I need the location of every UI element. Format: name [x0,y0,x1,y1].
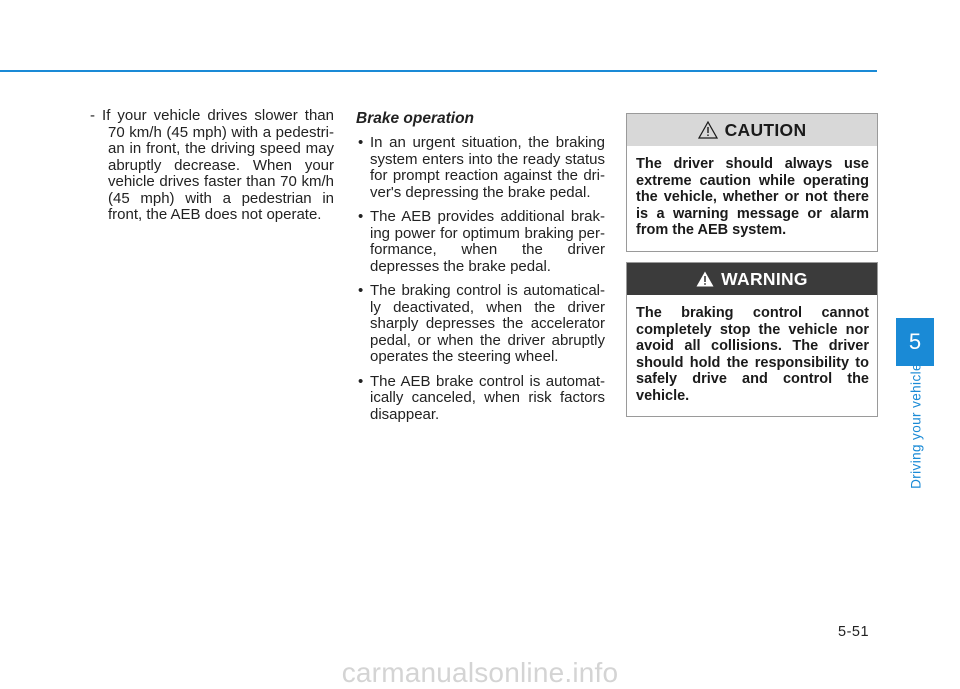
bullet-text: In an urgent situation, the braking system enters into the ready status for prompt reaction against the dri-ver's depressing the brake pedal. [370,134,605,201]
caution-box [626,113,878,252]
caution-header [627,114,877,146]
bullet-dot: • [358,282,364,299]
dash-list-item: - If your vehicle drives slower than 70 km/h (45 mph) with a pedestri-an in front, the driving speed may abruptly decrease. When your vehicle drives faster than 70 km/h (45 mph) with a pedestrian in front, the AEB does not operate. [90,107,334,223]
bullet-item [356,283,605,366]
caution-title: CAUTION [724,119,807,140]
warning-header [627,263,877,295]
warning-triangle-outline-icon [698,121,718,139]
middle-column [356,110,605,431]
bullet-dot: • [358,208,364,225]
warning-title: WARNING [721,268,808,289]
chapter-tab [896,318,934,366]
bullet-dot: • [358,134,364,151]
bullet-text: The AEB provides additional brak-ing power for optimum braking per-formance, when the driver depresses the brake pedal. [370,208,605,275]
bullet-item [356,135,605,201]
bullet-text: The braking control is automatical-ly deactivated, when the driver sharply depresses the accelerator pedal, or when the driver abruptly operates the steering wheel. [370,282,605,365]
warning-triangle-filled-icon [696,271,714,287]
chapter-number: 5 [908,329,922,354]
warning-body: The braking control cannot completely stop the vehicle nor avoid all collisions. The driver should hold the responsibility to safely drive and control the vehicle. [636,305,869,404]
bullet-item [356,209,605,275]
chapter-title: Driving your vehicle [908,363,924,489]
section-title: Brake operation [356,110,475,127]
warning-box [626,262,878,417]
bullet-item [356,374,605,424]
bullet-dot: • [358,372,364,390]
watermark: carmanualsonline.info [341,657,619,688]
bullet-text: The AEB brake control is automat-ically canceled, when risk factors disappear. [370,372,605,423]
page-number: 5-51 [838,624,870,640]
caution-body: The driver should always use extreme caution while operating the vehicle, whether or not there is a warning message or alarm from the AEB system. [636,156,869,238]
header-rule [0,70,877,72]
left-column [90,108,334,224]
